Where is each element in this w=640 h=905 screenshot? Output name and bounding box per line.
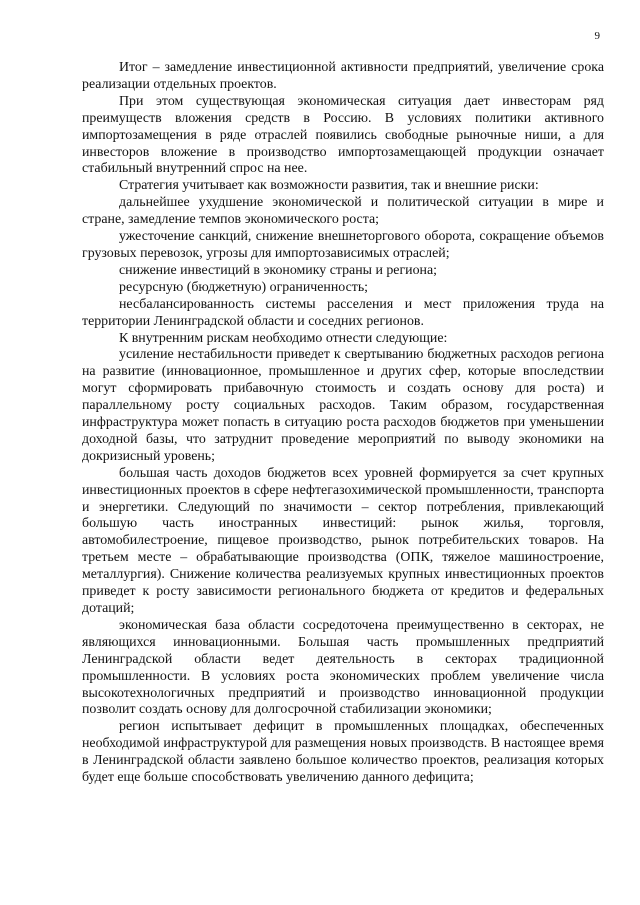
paragraph-internal-risk-1: усиление нестабильности приведет к свертыванию бюджетных расходов региона на развитие (инновационное, промышленное и других сфер, которые впоследствии могут сформировать прибавочную стоимость и создать основу для роста) и параллельному росту социальных расходов. Таким образом, государственная инфраструктура может попасть в ситуацию роста расходов бюджетов при уменьшении доходной базы, что затруднит проведение мероприятий по выводу экономики на докризисный уровень;	[82, 347, 604, 464]
paragraph-external-risk-5: несбалансированность системы расселения и мест приложения труда на территории Ленинградской области и соседних регионов.	[82, 296, 604, 329]
paragraph-internal-risk-2: большая часть доходов бюджетов всех уровней формируется за счет крупных инвестиционных проектов в сфере нефтегазохимической промышленности, транспорта и энергетики. Следующий по значимости – сектор потребления, привлекающий большую часть иностранных инвестиций: рынок жилья, торговля, автомобилестроение, пищевое производство, рынок потребительских товаров. На третьем месте – обрабатывающие производства (ОПК, тяжелое машиностроение, металлургия). Снижение количества реализуемых крупных инвестиционных проектов приведет к росту зависимости регионального бюджета от кредитов и федеральных дотаций;	[82, 465, 604, 616]
paragraph-investor-advantages: При этом существующая экономическая ситуация дает инвесторам ряд преимуществ вложения средств в Россию. В условиях политики активного импортозамещения в ряде отраслей появились свободные рыночные ниши, а для инвесторов вложение в производство импортозамещающей продукции означает стабильный внутренний спрос на нее.	[82, 93, 604, 177]
paragraph-internal-risks-intro: К внутренним рискам необходимо отнести следующие:	[119, 330, 448, 346]
paragraph-internal-risk-3: экономическая база области сосредоточена преимущественно в секторах, не являющихся инновационными. Большая часть промышленных предприятий Ленинградской области ведет деятельность в секторах традиционной промышленности. В условиях роста экономических проблем увеличение числа высокотехнологичных предприятий и производство инновационной продукции позволит создать основу для долгосрочной стабилизации экономики;	[82, 617, 604, 718]
paragraph-external-risk-1: дальнейшее ухудшение экономической и политической ситуации в мире и стране, замедление темпов экономического роста;	[82, 195, 604, 228]
paragraph-strategy-risks-intro: Стратегия учитывает как возможности развития, так и внешние риски:	[119, 178, 539, 194]
paragraph-external-risk-4: ресурсную (бюджетную) ограниченность;	[119, 279, 369, 295]
paragraph-result-summary: Итог – замедление инвестиционной активности предприятий, увеличение срока реализации отдельных проектов.	[82, 60, 604, 92]
paragraph-external-risk-3: снижение инвестиций в экономику страны и региона;	[119, 262, 438, 278]
document-body	[82, 60, 604, 787]
paragraph-external-risk-2: ужесточение санкций, снижение внешнеторгового оборота, сокращение объемов грузовых перевозок, угрозы для импортозависимых отраслей;	[82, 229, 604, 261]
paragraph-internal-risk-4: регион испытывает дефицит в промышленных площадках, обеспеченных необходимой инфраструктурой для размещения новых производств. В настоящее время в Ленинградской области заявлено большое количество проектов, реализация которых будет еще больше способствовать увеличению данного дефицита;	[82, 719, 604, 786]
page-number: 9	[594, 30, 600, 42]
